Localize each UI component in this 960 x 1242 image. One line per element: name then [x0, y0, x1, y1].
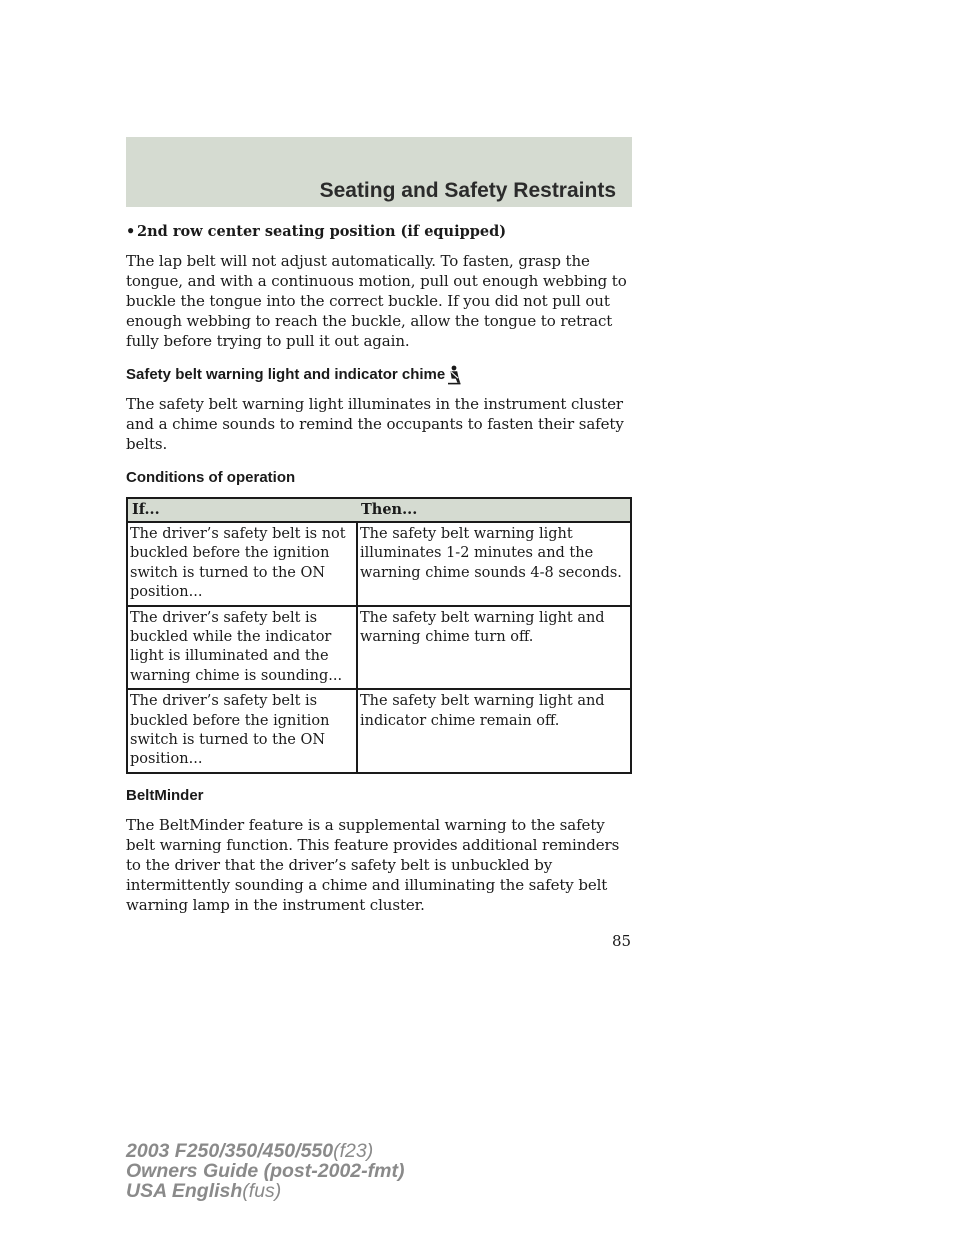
- table-header-then: Then...: [357, 498, 631, 522]
- lap-belt-paragraph: The lap belt will not adjust automatically. To fasten, grasp the tongue, and with a continuous motion, pull out enough webbing to buckle the tongue into the correct buckle. If you did not pull out enough webbing to reach the buckle, allow the tongue to retract fully before trying to pull it out again.: [126, 252, 627, 350]
- table-cell-then: The safety belt warning light and indicator chime remain off.: [357, 689, 631, 773]
- warning-light-paragraph: The safety belt warning light illuminates in the instrument cluster and a chime sounds to remind the occupants to fasten their safety belts.: [126, 395, 624, 453]
- section-header-band: [126, 137, 632, 207]
- warning-light-heading: [126, 365, 632, 385]
- table-cell-then: The safety belt warning light and warning chime turn off.: [357, 606, 631, 690]
- section-title: Seating and Safety Restraints: [319, 179, 616, 202]
- footer-language-text: USA English: [126, 1180, 243, 1202]
- seatbelt-warning-icon: [447, 365, 461, 385]
- table-cell-if: The driver’s safety belt is not buckled before the ignition switch is turned to the ON position...: [127, 522, 357, 606]
- footer-line-language: [126, 1181, 404, 1201]
- page-number: 85: [612, 932, 632, 950]
- page-content: [126, 222, 632, 929]
- table-cell-then: The safety belt warning light illuminates 1-2 minutes and the warning chime sounds 4-8 seconds.: [357, 522, 631, 606]
- table-row: [127, 606, 631, 690]
- beltminder-heading: BeltMinder: [126, 786, 204, 804]
- beltminder-paragraph: The BeltMinder feature is a supplemental warning to the safety belt warning function. This feature provides additional reminders to the driver that the driver’s safety belt is unbuckled by intermittently sounding a chime and illuminating the safety belt warning lamp in the instrument cluster.: [126, 815, 620, 914]
- table-header-row: [127, 498, 631, 522]
- table-row: [127, 689, 631, 773]
- bullet-symbol: •: [126, 223, 136, 240]
- footer-model-text: 2003 F250/350/450/550: [126, 1140, 334, 1162]
- table-row: [127, 522, 631, 606]
- bullet-item: [126, 222, 632, 242]
- conditions-table: [126, 497, 632, 774]
- bullet-text: 2nd row center seating position (if equipped): [137, 223, 507, 240]
- warning-light-heading-text: Safety belt warning light and indicator chime: [126, 366, 446, 383]
- table-cell-if: The driver’s safety belt is buckled before the ignition switch is turned to the ON position...: [127, 689, 357, 773]
- footer-model-code: (f23): [333, 1140, 374, 1162]
- document-footer: [126, 1141, 404, 1201]
- footer-guide-text: Owners Guide (post-2002-fmt): [126, 1160, 405, 1182]
- table-cell-if: The driver’s safety belt is buckled while the indicator light is illuminated and the warning chime is sounding...: [127, 606, 357, 690]
- conditions-heading: Conditions of operation: [126, 469, 296, 486]
- footer-line-model: [126, 1141, 404, 1161]
- footer-language-code: (fus): [242, 1180, 282, 1202]
- footer-line-guide: [126, 1161, 404, 1181]
- table-header-if: If...: [127, 498, 357, 522]
